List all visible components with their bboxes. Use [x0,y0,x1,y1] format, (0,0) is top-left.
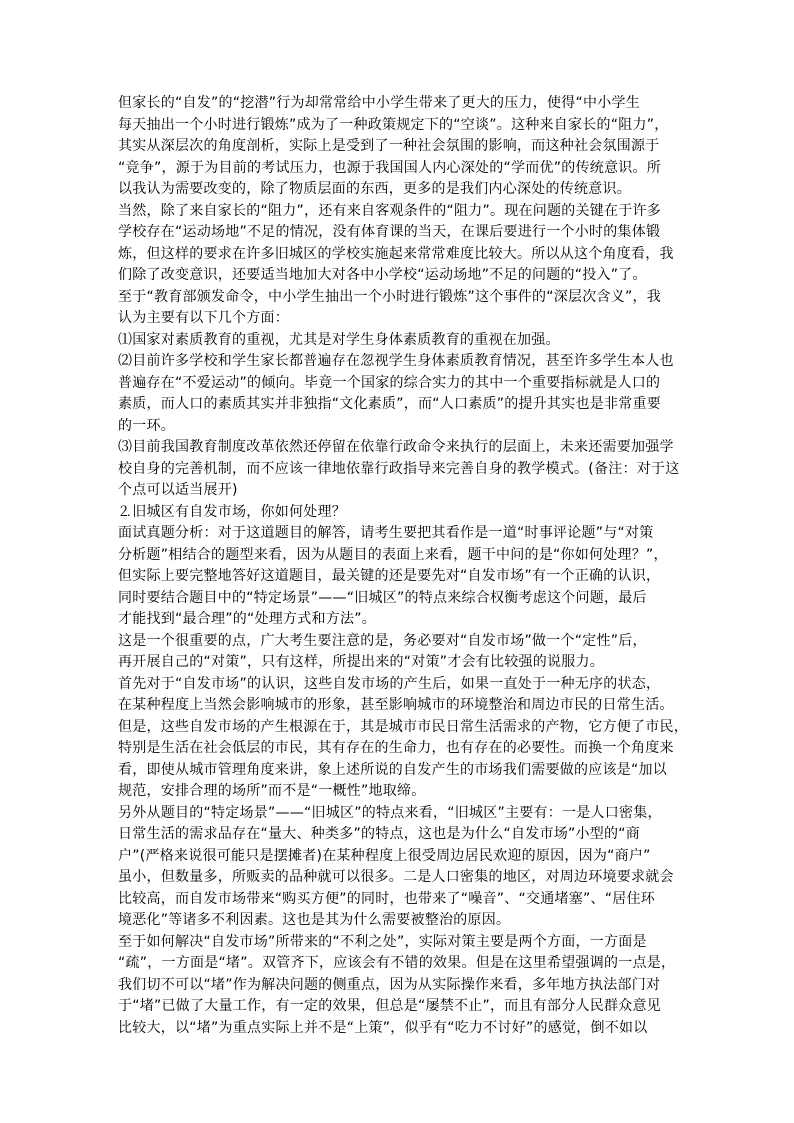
text-line: 比较大，以“堵”为重点实际上并不是“上策”，似乎有“吃力不讨好”的感觉，倒不如以 [118,1019,648,1036]
text-line: 面试真题分析：对于这道题目的解答，请考生要把其看作是一道“时事评论题”与“对策 [118,525,654,541]
text-line: ⑵目前许多学校和学生家长都普遍存在忽视学生身体素质教育情况，甚至许多学生本人也 [118,353,674,369]
text-line: 但实际上要完整地答好这道题目，最关键的还是要先对“自发市场”有一个正确的认识， [118,568,661,584]
text-line: 们除了改变意识，还要适当地加大对各中小学校“运动场地”不足的问题的“投入”了。 [118,267,647,283]
text-line: 其实从深层次的角度剖析，实际上是受到了一种社会氛围的影响，而这种社会氛围源于 [118,138,660,154]
text-line: 以我认为需要改变的，除了物质层面的东西，更多的是我们内心深处的传统意识。 [118,181,631,197]
text-line: 日常生活的需求品存在“量大、种类多”的特点，这也是为什么“自发市场”小型的“商 [118,826,641,842]
text-line: 首先对于“自发市场”的认识，这些自发市场的产生后，如果一直处于一种无序的状态， [118,675,661,692]
text-line: 特别是生活在社会低层的市民，其有存在的生命力，也有存在的必要性。而换一个角度来 [118,740,674,756]
text-line: 户”(严格来说很可能只是摆摊者)在某种程度上很受周边居民欢迎的原因，因为“商户” [118,847,651,864]
text-line: 另外从题目的“特定场景”——“旧城区”的特点来看，“旧城区”主要有：一是人口密集， [118,804,662,821]
text-line: 但家长的“自发”的“挖潜”行为却常常给中小学生带来了更大的压力，使得“中小学生 [118,95,641,111]
text-line: ⑴国家对素质教育的重视，尤其是对学生身体素质教育的重视在加强。 [118,331,560,348]
text-line: 虽小，但数量多，所贩卖的品种就可以很多。二是人口密集的地区，对周边环境要求就会 [118,869,674,885]
text-line: 个点可以适当展开) [118,482,238,498]
text-line: 看，即使从城市管理角度来讲，象上述所说的自发产生的市场我们需要做的应该是“加以 [118,761,668,778]
text-line: 认为主要有以下几个方面： [118,310,289,326]
text-line: 规范，安排合理的场所”而不是“一概性”地取缔。 [118,783,426,799]
text-line: 当然，除了来自家长的“阻力”，还有来自客观条件的“阻力”。现在问题的关键在于许多 [118,202,662,219]
text-line: ⒉旧城区有自发市场，你如何处理？ [118,503,346,520]
text-line: 我们切不可以“堵”作为解决问题的侧重点，因为从实际操作来看，多年地方执法部门对 [118,976,661,993]
text-line: 炼，但这样的要求在许多旧城区的学校实施起来常常难度比较大。所以从这个角度看，我 [118,245,674,262]
text-line: “疏”，一方面是“堵”。双管齐下，应该会有不错的效果。但是在这里希望强调的一点是， [118,955,676,971]
text-line: 分析题”相结合的题型来看，因为从题目的表面上来看，题干中问的是“你如何处理？”， [118,546,668,563]
text-line: 每天抽出一个小时进行锻炼”成为了一种政策规定下的“空谈”。这种来自家长的“阻力”， [118,116,669,133]
text-line: 境恶化”等诸多不利因素。这也是其为什么需要被整治的原因。 [118,912,511,928]
text-line: 至于如何解决“自发市场”所带来的“不利之处”，实际对策主要是两个方面，一方面是 [118,933,647,950]
document-body [118,93,688,1039]
text-line: 于“堵”已做了大量工作，有一定的效果，但总是“屡禁不止”，而且有部分人民群众意见 [118,998,662,1014]
text-line: 在某种程度上当然会影响城市的形象，甚至影响城市的环境整治和周边市民的日常生活。 [118,697,674,713]
text-line: 这是一个很重要的点，广大考生要注意的是，务必要对“自发市场”做一个“定性”后， [118,632,647,649]
text-line: 素质，而人口的素质其实并非独指“文化素质”，而“人口素质”的提升其实也是非常重要 [118,396,662,412]
text-line: 至于“教育部颁发命令，中小学生抽出一个小时进行锻炼”这个事件的“深层次含义”，我 [118,288,662,305]
text-line: 学校存在“运动场地”不足的情况，没有体育课的当天，在课后要进行一个小时的集体锻 [118,224,661,240]
text-line: 的一环。 [118,417,175,434]
text-line: 比较高，而自发市场带来“购买方便”的同时，也带来了“噪音”、“交通堵塞”、“居住环 [118,890,656,907]
text-line: “竞争”，源于为目前的考试压力，也源于我国国人内心深处的“学而优”的传统意识。所 [118,159,662,176]
text-line: 但是，这些自发市场的产生根源在于，其是城市市民日常生活需求的产物，它方便了市民， [118,718,688,735]
text-line: 校自身的完善机制，而不应该一律地依靠行政指导来完善自身的教学模式。(备注：对于这 [118,460,680,477]
text-line: 再开展自己的“对策”，只有这样，所提出来的“对策”才会有比较强的说服力。 [118,654,605,670]
text-line: ⑶目前我国教育制度改革依然还停留在依靠行政命令来执行的层面上，未来还需要加强学 [118,439,674,455]
text-line: 同时要结合题目中的“特定场景”——“旧城区”的特点来综合权衡考虑这个问题，最后 [118,589,647,606]
text-line: 普遍存在“不爱运动”的倾向。毕竟一个国家的综合实力的其中一个重要指标就是人口的 [118,374,661,391]
text-line: 才能找到“最合理”的“处理方式和方法”。 [118,611,377,627]
